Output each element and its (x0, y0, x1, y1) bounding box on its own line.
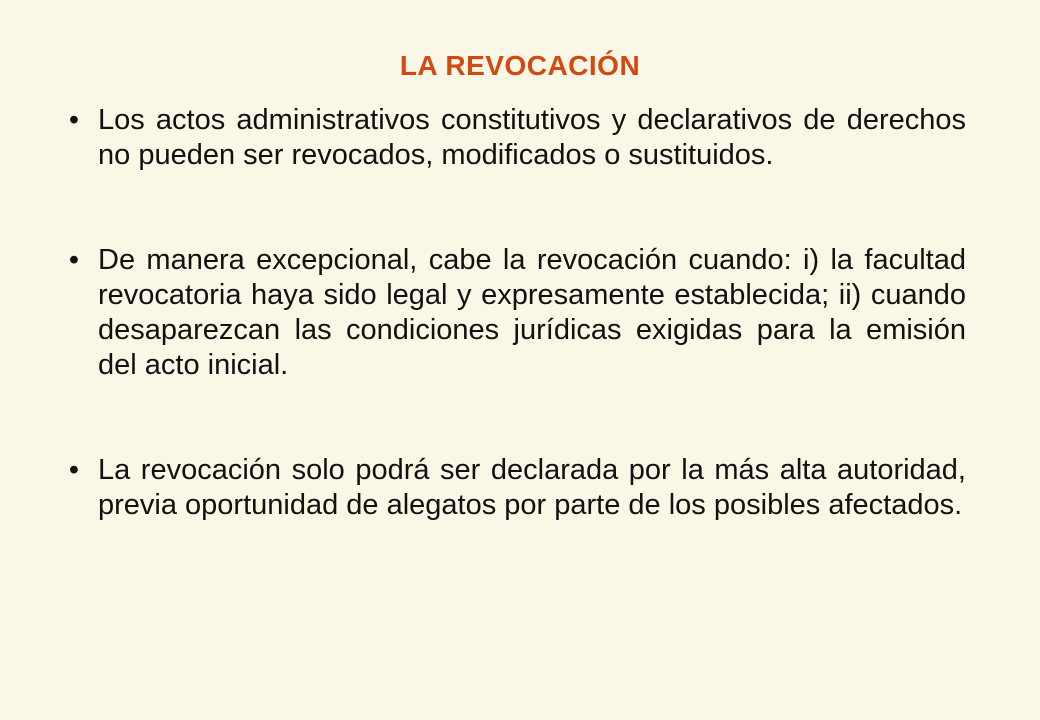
bullet-icon: • (68, 104, 80, 136)
bullet-item-3 (62, 453, 966, 523)
bullet-text: De manera excepcional, cabe la revocación cuando: i) la facultad revocatoria haya sido legal y expresamente establecida; ii) cuando desaparezcan las condiciones jurídicas exigidas para la emisión del acto inicial. (98, 244, 966, 381)
bullet-item-2 (62, 243, 966, 383)
bullet-icon: • (68, 244, 80, 276)
slide-title: LA REVOCACIÓN (399, 50, 641, 81)
bullet-item-1 (62, 103, 966, 173)
bullet-list (62, 103, 966, 523)
bullet-text: Los actos administrativos constitutivos y declarativos de derechos no pueden ser revocados, modificados o sustituidos. (98, 104, 966, 171)
bullet-text: La revocación solo podrá ser declarada por la más alta autoridad, previa oportunidad de alegatos por parte de los posibles afectados. (98, 454, 966, 521)
bullet-icon: • (68, 454, 80, 486)
